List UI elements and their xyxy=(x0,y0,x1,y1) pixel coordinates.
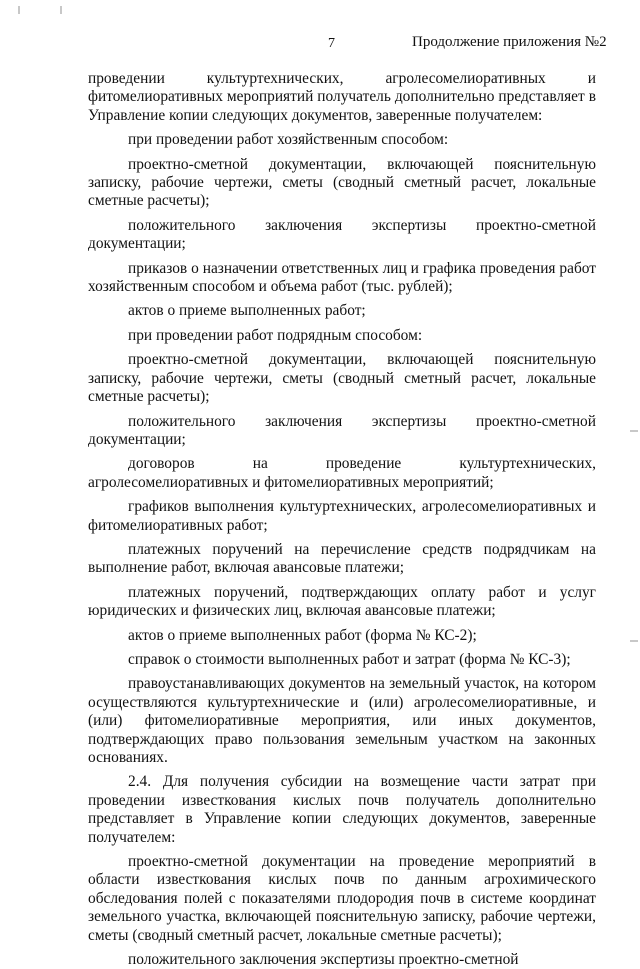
scan-mark xyxy=(630,640,638,642)
page-number: 7 xyxy=(328,36,335,51)
paragraph: при проведении работ хозяйственным способом: xyxy=(128,131,449,149)
paragraph: актов о приеме выполненных работ (форма № КС-2); xyxy=(128,626,477,644)
paragraph: справок о стоимости выполненных работ и затрат (форма № КС-3); xyxy=(128,650,571,668)
paragraph: платежных поручений, подтверждающих оплату работ и услуг юридических и физических лиц, включая авансовые платежи; xyxy=(88,583,596,620)
paragraph: проектно-сметной документации на проведение мероприятий в области известкования кислых почв по данным агрохимического обследования полей с показателями плодородия почв в системе координат земельного участка, включающей пояснительную записку, рабочие чертежи, сметы (сводный сметный расчет, локальные сметные расчеты); xyxy=(88,853,596,944)
paragraph: платежных поручений на перечисление средств подрядчикам на выполнение работ, включая авансовые платежи; xyxy=(88,540,596,577)
paragraph: проектно-сметной документации, включающей пояснительную записку, рабочие чертежи, сметы (сводный сметный расчет, локальные сметные расчеты); xyxy=(88,155,596,210)
scan-mark xyxy=(60,6,62,14)
paragraph: положительного заключения экспертизы проектно-сметной документации; xyxy=(88,412,596,448)
continuation-header: Продолжение приложения №2 xyxy=(412,34,607,50)
section-paragraph-2-4: 2.4. Для получения субсидии на возмещение части затрат при проведении известкования кислых почв получатель дополнительно представляет в Управление копии следующих документов, заверенные получателем: xyxy=(88,773,596,846)
paragraph: приказов о назначении ответственных лиц и графика проведения работ хозяйственным способом и объема работ (тыс. рублей); xyxy=(88,259,596,296)
scan-mark xyxy=(18,6,20,14)
paragraph: положительного заключения экспертизы проектно-сметной xyxy=(128,951,519,969)
paragraph: положительного заключения экспертизы проектно-сметной документации; xyxy=(88,216,596,253)
paragraph: при проведении работ подрядным способом: xyxy=(128,326,423,344)
paragraph: договоров на проведение культуртехнических, агролесомелиоративных и фитомелиоративных мероприятий; xyxy=(88,455,596,491)
paragraph: актов о приеме выполненных работ; xyxy=(128,302,366,320)
scan-mark xyxy=(630,430,638,432)
document-body xyxy=(88,70,596,969)
paragraph: проектно-сметной документации, включающей пояснительную записку, рабочие чертежи, сметы (сводный сметный расчет, локальные сметные расчеты); xyxy=(88,351,596,406)
paragraph: графиков выполнения культуртехнических, агролесомелиоративных и фитомелиоративных работ; xyxy=(88,498,596,534)
paragraph: проведении культуртехнических, агролесомелиоративных и фитомелиоративных мероприятий получатель дополнительно представляет в Управление копии следующих документов, заверенные получателем: xyxy=(88,70,596,124)
paragraph: правоустанавливающих документов на земельный участок, на котором осуществляются культуртехнические и (или) агролесомелиоративные, и (или) фитомелиоративные мероприятия, или иных документов, подтверждающих право пользования земельным участком на законных основаниях. xyxy=(88,675,596,766)
